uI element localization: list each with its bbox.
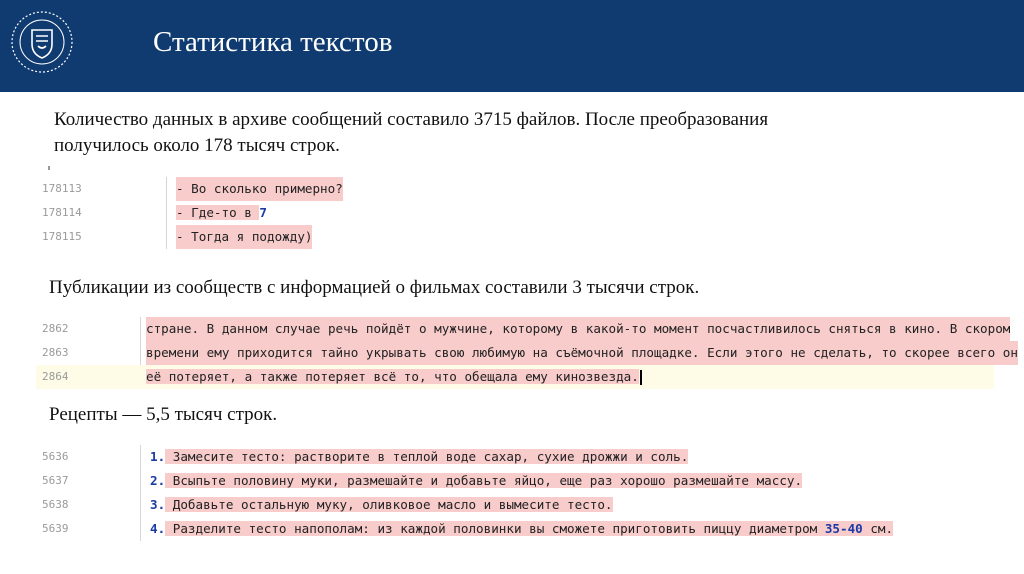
list-marker: 2. — [150, 473, 166, 488]
paragraph-archive-line-1: Количество данных в архиве сообщений составило 3715 файлов. После преобразования — [54, 109, 769, 130]
number-token: 7 — [259, 205, 267, 220]
line-text — [146, 365, 642, 389]
line-text — [150, 493, 613, 517]
line-text — [176, 201, 267, 225]
line-text-part: - Где-то в — [176, 205, 260, 220]
code-line — [36, 225, 336, 249]
line-number: 5636 — [42, 450, 69, 463]
code-line — [36, 341, 1018, 365]
paragraph-recipes: Рецепты — 5,5 тысяч строк. — [49, 404, 278, 425]
line-text: времени ему приходится тайно укрывать свою любимую на съёмочной площадке. Если этого не сделать, то скорее всего он — [146, 341, 1018, 365]
line-number: 5639 — [42, 522, 69, 535]
list-marker: 3. — [150, 497, 166, 512]
university-emblem-icon — [10, 10, 74, 74]
line-text-part: Замесите тесто: растворите в теплой воде сахар, сухие дрожжи и соль. — [165, 449, 689, 464]
list-marker: 4. — [150, 521, 166, 536]
list-marker: 1. — [150, 449, 166, 464]
line-number: 5637 — [42, 474, 69, 487]
code-snippet-messages — [36, 177, 343, 249]
code-line — [36, 469, 926, 493]
code-line-current[interactable] — [36, 365, 994, 389]
code-line — [36, 493, 926, 517]
paragraph-archive — [54, 107, 768, 159]
line-number: 178114 — [42, 206, 82, 219]
line-text-part: Добавьте остальную муку, оливковое масло и вымесите тесто. — [165, 497, 613, 512]
divider-mark — [48, 166, 50, 170]
page-title: Статистика текстов — [153, 26, 393, 58]
line-number: 178113 — [42, 182, 82, 195]
paragraph-films: Публикации из сообществ с информацией о фильмах составили 3 тысячи строк. — [49, 277, 700, 298]
number-token: 35-40 — [824, 521, 863, 536]
line-text-part: см. — [862, 521, 894, 536]
line-text: стране. В данном случае речь пойдёт о мужчине, которому в какой-то момент посчастливилось сняться в кино. В скором — [146, 317, 1010, 341]
line-text-part: её потеряет, а также потеряет всё то, что обещала ему кинозвезда. — [146, 369, 639, 384]
line-text: - Во сколько примерно? — [176, 177, 343, 201]
line-number: 178115 — [42, 230, 82, 243]
code-line — [36, 317, 1011, 341]
line-number: 2862 — [42, 322, 69, 335]
line-text-part: Всыпьте половину муки, размешайте и добавьте яйцо, еще раз хорошо размешайте массу. — [165, 473, 803, 488]
line-number: 2864 — [42, 370, 69, 383]
code-line — [36, 201, 336, 225]
line-text — [150, 445, 688, 469]
line-text-part: Разделите тесто напополам: из каждой половинки вы сможете приготовить пиццу диаметром — [165, 521, 825, 536]
paragraph-archive-line-2: получилось около 178 тысяч строк. — [54, 135, 340, 156]
code-snippet-films — [36, 317, 1018, 389]
line-text — [150, 469, 802, 493]
text-cursor — [640, 370, 642, 385]
code-line — [36, 445, 926, 469]
code-line — [36, 517, 926, 541]
line-number: 2863 — [42, 346, 69, 359]
header-bar — [0, 0, 1024, 92]
code-snippet-recipes — [36, 445, 926, 541]
line-text — [150, 517, 893, 541]
line-text: - Тогда я подожду) — [176, 225, 312, 249]
line-number: 5638 — [42, 498, 69, 511]
code-line — [36, 177, 343, 201]
